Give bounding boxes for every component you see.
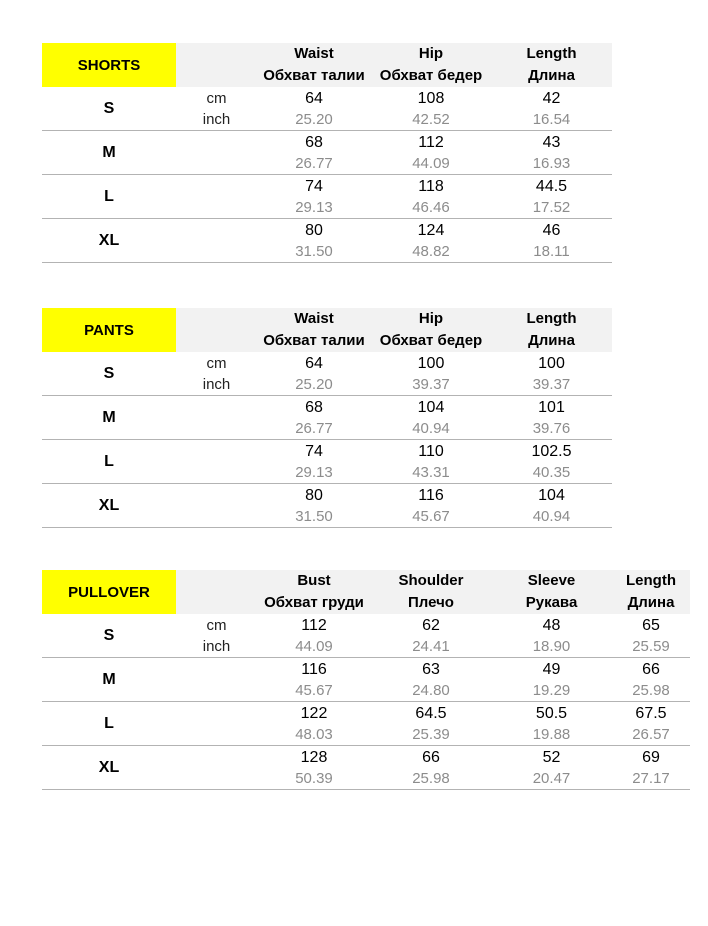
- value-cell: [257, 87, 371, 131]
- value-inch: 50.39: [295, 769, 333, 787]
- value-cm: 100: [538, 354, 565, 372]
- size-label: L: [42, 440, 176, 484]
- value-inch: 25.59: [632, 637, 670, 655]
- unit-labels-empty: [176, 658, 257, 702]
- size-label: XL: [42, 219, 176, 263]
- value-cell: [612, 746, 690, 790]
- value-inch: 31.50: [295, 507, 333, 525]
- value-inch: 17.52: [532, 198, 571, 216]
- value-inch: 31.50: [295, 242, 333, 260]
- header-label-ru: Длина: [528, 67, 575, 84]
- value-cell: [491, 219, 612, 263]
- value-inch: 25.98: [412, 769, 450, 787]
- size-label: XL: [42, 746, 176, 790]
- value-cm: 64.5: [415, 704, 447, 722]
- unit-cm-label: cm: [206, 616, 227, 634]
- value-cm: 62: [422, 616, 440, 634]
- header-label-en: Bust: [297, 572, 331, 589]
- value-cell: [257, 396, 371, 440]
- table-row: [42, 87, 612, 131]
- value-cell: [257, 219, 371, 263]
- value-inch: 16.93: [532, 154, 571, 172]
- unit-inch-label: inch: [202, 637, 231, 655]
- table-row: [42, 746, 690, 790]
- value-cell: [612, 658, 690, 702]
- value-cm: 64: [305, 89, 323, 107]
- column-header-length: [491, 308, 612, 352]
- value-cell: [371, 175, 491, 219]
- value-inch: 24.80: [412, 681, 450, 699]
- value-cm: 116: [301, 660, 327, 678]
- header-label-ru: Обхват бедер: [379, 67, 483, 84]
- column-header-hip: [371, 43, 491, 87]
- value-cm: 128: [300, 748, 328, 766]
- header-label-ru: Обхват талии: [263, 67, 365, 84]
- table-header-row: [42, 570, 690, 614]
- value-cm: 43: [542, 133, 561, 151]
- header-label-ru: Обхват талии: [263, 332, 365, 349]
- unit-labels: [176, 352, 257, 396]
- value-inch: 27.17: [632, 769, 670, 787]
- value-cm: 66: [422, 748, 440, 766]
- value-inch: 39.37: [412, 375, 450, 393]
- header-label-en: Length: [526, 45, 577, 62]
- value-cm: 104: [538, 486, 565, 504]
- value-cell: [371, 746, 491, 790]
- table-row: [42, 702, 690, 746]
- value-cell: [257, 746, 371, 790]
- value-inch: 48.03: [295, 725, 333, 743]
- size-label: M: [42, 658, 176, 702]
- value-inch: 44.09: [412, 154, 450, 172]
- pants-size-table: [42, 308, 612, 528]
- size-label: L: [42, 702, 176, 746]
- header-label-en: Shoulder: [398, 572, 464, 589]
- size-label: XL: [42, 484, 176, 528]
- unit-inch-label: inch: [202, 110, 231, 128]
- value-cm: 80: [305, 221, 323, 239]
- value-cell: [491, 614, 612, 658]
- value-cm: 69: [642, 748, 660, 766]
- header-label-en: Hip: [418, 310, 444, 327]
- value-cell: [491, 396, 612, 440]
- header-label-en: Length: [626, 572, 676, 589]
- column-header-sleeve: [491, 570, 612, 614]
- value-cell: [491, 131, 612, 175]
- value-cm: 74: [305, 177, 323, 195]
- value-cm: 50.5: [535, 704, 568, 722]
- value-cm: 66: [642, 660, 660, 678]
- value-cm: 116: [418, 486, 444, 504]
- table-row: [42, 131, 612, 175]
- value-cm: 44.5: [535, 177, 568, 195]
- value-cm: 65: [642, 616, 660, 634]
- value-cm: 68: [305, 398, 323, 416]
- value-cell: [491, 702, 612, 746]
- value-inch: 46.46: [412, 198, 450, 216]
- unit-header-cell: [176, 43, 257, 87]
- header-label-en: Sleeve: [527, 572, 576, 589]
- table-header-row: [42, 308, 612, 352]
- value-inch: 44.09: [295, 637, 333, 655]
- value-inch: 43.31: [412, 463, 450, 481]
- value-cell: [257, 484, 371, 528]
- value-cm: 49: [542, 660, 561, 678]
- value-cm: 112: [301, 616, 327, 634]
- value-cm: 48: [542, 616, 561, 634]
- value-cell: [257, 614, 371, 658]
- value-inch: 24.41: [412, 637, 450, 655]
- value-inch: 42.52: [412, 110, 450, 128]
- shorts-size-table: [42, 43, 612, 263]
- value-cell: [612, 614, 690, 658]
- table-row: [42, 352, 612, 396]
- value-inch: 40.94: [532, 507, 571, 525]
- category-label: SHORTS: [42, 43, 176, 87]
- value-inch: 40.35: [532, 463, 571, 481]
- value-cm: 52: [542, 748, 561, 766]
- value-cm: 112: [418, 133, 444, 151]
- column-header-shoulder: [371, 570, 491, 614]
- value-cell: [257, 702, 371, 746]
- value-inch: 48.82: [412, 242, 450, 260]
- category-label: PULLOVER: [42, 570, 176, 614]
- header-label-ru: Плечо: [408, 594, 454, 611]
- unit-header-cell: [176, 308, 257, 352]
- value-inch: 20.47: [532, 769, 571, 787]
- value-cm: 102.5: [531, 442, 572, 460]
- column-header-hip: [371, 308, 491, 352]
- value-inch: 39.37: [532, 375, 571, 393]
- value-cell: [257, 440, 371, 484]
- value-cm: 108: [417, 89, 445, 107]
- size-label: S: [42, 87, 176, 131]
- value-cm: 124: [417, 221, 445, 239]
- size-label: S: [42, 614, 176, 658]
- table-row: [42, 175, 612, 219]
- value-inch: 29.13: [295, 198, 333, 216]
- value-cm: 110: [418, 442, 444, 460]
- value-cell: [491, 746, 612, 790]
- pullover-size-table: [42, 570, 690, 790]
- value-cm: 63: [422, 660, 440, 678]
- category-label: PANTS: [42, 308, 176, 352]
- value-cell: [371, 440, 491, 484]
- value-inch: 25.20: [295, 110, 333, 128]
- value-cell: [371, 484, 491, 528]
- value-cm: 101: [538, 398, 565, 416]
- value-inch: 19.29: [532, 681, 571, 699]
- unit-labels-empty: [176, 131, 257, 175]
- value-cm: 100: [417, 354, 445, 372]
- unit-cm-label: cm: [206, 354, 227, 372]
- header-label-en: Hip: [418, 45, 444, 62]
- value-inch: 25.20: [295, 375, 333, 393]
- value-cell: [371, 219, 491, 263]
- unit-cm-label: cm: [206, 89, 227, 107]
- value-inch: 25.98: [632, 681, 670, 699]
- table-header-row: [42, 43, 612, 87]
- column-header-length: [612, 570, 690, 614]
- unit-labels-empty: [176, 440, 257, 484]
- unit-inch-label: inch: [202, 375, 231, 393]
- table-row: [42, 219, 612, 263]
- value-cm: 46: [542, 221, 561, 239]
- column-header-waist: [257, 43, 371, 87]
- value-cell: [371, 658, 491, 702]
- value-cm: 122: [300, 704, 328, 722]
- value-cell: [491, 352, 612, 396]
- unit-labels: [176, 614, 257, 658]
- value-inch: 26.77: [295, 419, 333, 437]
- value-cell: [371, 352, 491, 396]
- unit-labels-empty: [176, 746, 257, 790]
- size-label: L: [42, 175, 176, 219]
- unit-labels-empty: [176, 219, 257, 263]
- value-cell: [491, 175, 612, 219]
- header-label-ru: Обхват бедер: [379, 332, 483, 349]
- table-row: [42, 396, 612, 440]
- header-label-ru: Длина: [528, 332, 575, 349]
- table-row: [42, 658, 690, 702]
- column-header-waist: [257, 308, 371, 352]
- column-header-bust: [257, 570, 371, 614]
- unit-labels-empty: [176, 484, 257, 528]
- header-label-ru: Длина: [627, 594, 675, 611]
- unit-labels-empty: [176, 702, 257, 746]
- table-row: [42, 440, 612, 484]
- value-cm: 64: [305, 354, 323, 372]
- value-cell: [491, 658, 612, 702]
- table-row: [42, 614, 690, 658]
- value-inch: 26.57: [632, 725, 670, 743]
- value-inch: 29.13: [295, 463, 333, 481]
- unit-labels-empty: [176, 175, 257, 219]
- value-inch: 40.94: [412, 419, 450, 437]
- value-cell: [491, 440, 612, 484]
- unit-labels: [176, 87, 257, 131]
- value-cm: 68: [305, 133, 323, 151]
- value-inch: 18.90: [532, 637, 571, 655]
- value-inch: 39.76: [532, 419, 571, 437]
- header-label-en: Waist: [294, 310, 334, 327]
- value-cell: [371, 614, 491, 658]
- header-label-ru: Обхват груди: [264, 594, 364, 611]
- value-cm: 67.5: [635, 704, 667, 722]
- value-inch: 16.54: [532, 110, 571, 128]
- value-cell: [257, 175, 371, 219]
- column-header-length: [491, 43, 612, 87]
- value-cm: 104: [417, 398, 445, 416]
- value-cell: [371, 396, 491, 440]
- value-cm: 74: [305, 442, 323, 460]
- value-cm: 80: [305, 486, 323, 504]
- value-cell: [612, 702, 690, 746]
- header-label-ru: Рукава: [525, 594, 578, 611]
- value-cell: [371, 87, 491, 131]
- value-cell: [371, 131, 491, 175]
- value-cell: [257, 131, 371, 175]
- header-label-en: Waist: [294, 45, 334, 62]
- value-inch: 26.77: [295, 154, 333, 172]
- value-cell: [257, 658, 371, 702]
- value-cm: 42: [542, 89, 561, 107]
- value-inch: 25.39: [412, 725, 450, 743]
- size-label: M: [42, 396, 176, 440]
- header-label-en: Length: [526, 310, 577, 327]
- unit-labels-empty: [176, 396, 257, 440]
- value-inch: 19.88: [532, 725, 571, 743]
- value-cell: [491, 484, 612, 528]
- unit-header-cell: [176, 570, 257, 614]
- value-inch: 45.67: [295, 681, 333, 699]
- value-cm: 118: [418, 177, 444, 195]
- value-inch: 45.67: [412, 507, 450, 525]
- value-cell: [257, 352, 371, 396]
- table-row: [42, 484, 612, 528]
- value-inch: 18.11: [533, 242, 570, 260]
- size-label: M: [42, 131, 176, 175]
- value-cell: [491, 87, 612, 131]
- size-label: S: [42, 352, 176, 396]
- value-cell: [371, 702, 491, 746]
